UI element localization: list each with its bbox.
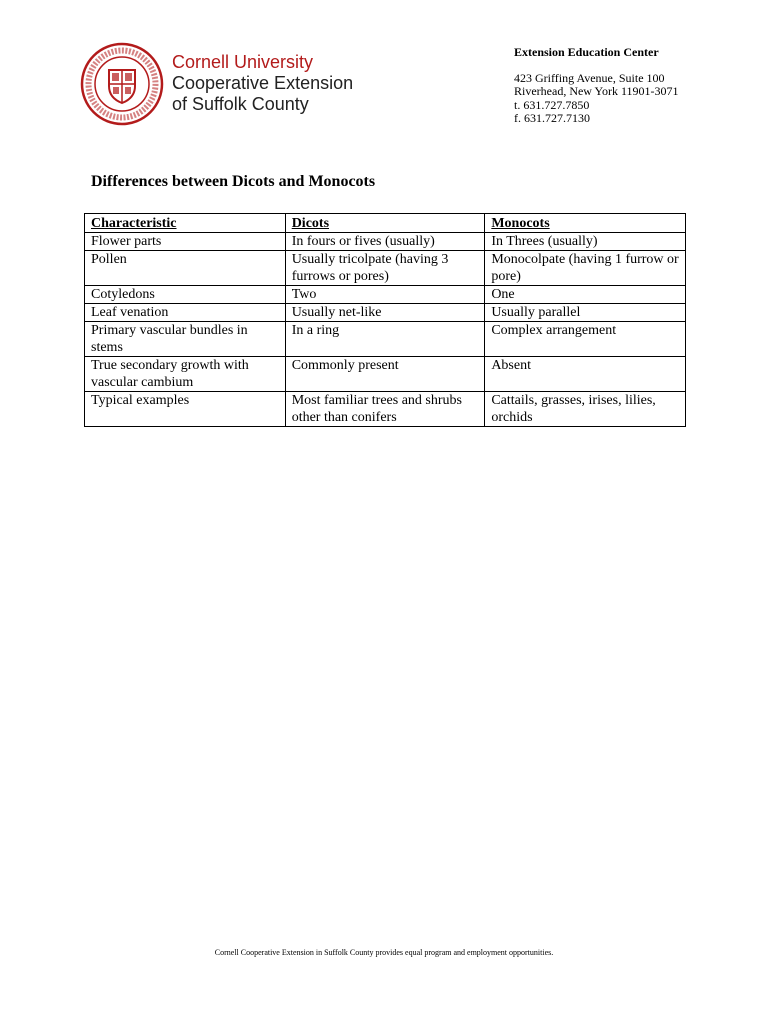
cell-characteristic: Typical examples [85,392,286,427]
cell-monocots: Monocolpate (having 1 furrow or pore) [485,251,686,286]
cornell-logo [80,42,370,126]
comparison-table [84,213,686,427]
brand-line-2: Cooperative Extension [172,73,354,93]
header-characteristic: Characteristic [85,214,286,233]
cell-dicots: In a ring [285,322,485,357]
brand-wordmark [172,52,353,115]
center-address-line-1: 423 Griffing Avenue, Suite 100 [514,70,665,85]
center-fax: f. 631.727.7130 [514,111,590,125]
cell-monocots: Usually parallel [485,304,686,322]
table-row [85,251,686,286]
table-row [85,304,686,322]
center-contact-info [514,46,679,126]
header-dicots: Dicots [285,214,485,233]
cell-dicots: Most familiar trees and shrubs other than conifers [285,392,485,427]
table-row [85,322,686,357]
cell-characteristic: Leaf venation [85,304,286,322]
brand-line-3: of Suffolk County [172,94,309,114]
center-address-line-2: Riverhead, New York 11901-3071 [514,84,679,98]
cell-dicots: Usually tricolpate (having 3 furrows or pores) [285,251,485,286]
cell-dicots: Usually net-like [285,304,485,322]
header-monocots: Monocots [485,214,686,233]
cell-monocots: Complex arrangement [485,322,686,357]
document-title: Differences between Dicots and Monocots [91,173,376,190]
table-row [85,357,686,392]
table-header-row [85,214,686,233]
cell-dicots: In fours or fives (usually) [285,233,485,251]
cell-characteristic: True secondary growth with vascular cambium [85,357,286,392]
cell-dicots: Commonly present [285,357,485,392]
table-row [85,392,686,427]
center-phone: t. 631.727.7850 [514,97,590,112]
table-row [85,286,686,304]
cell-characteristic: Cotyledons [85,286,286,304]
cell-monocots: In Threes (usually) [485,233,686,251]
footer-equal-opportunity: Cornell Cooperative Extension in Suffolk County provides equal program and employment opportunities. [214,948,554,957]
cell-monocots: Absent [485,357,686,392]
cell-characteristic: Pollen [85,251,286,286]
cell-characteristic: Primary vascular bundles in stems [85,322,286,357]
brand-university: Cornell University [172,52,314,72]
table-row [85,233,686,251]
cornell-seal-icon [80,42,164,126]
cell-monocots: Cattails, grasses, irises, lilies, orchids [485,392,686,427]
cell-monocots: One [485,286,686,304]
cell-characteristic: Flower parts [85,233,286,251]
center-name: Extension Education Center [514,45,659,59]
cell-dicots: Two [285,286,485,304]
